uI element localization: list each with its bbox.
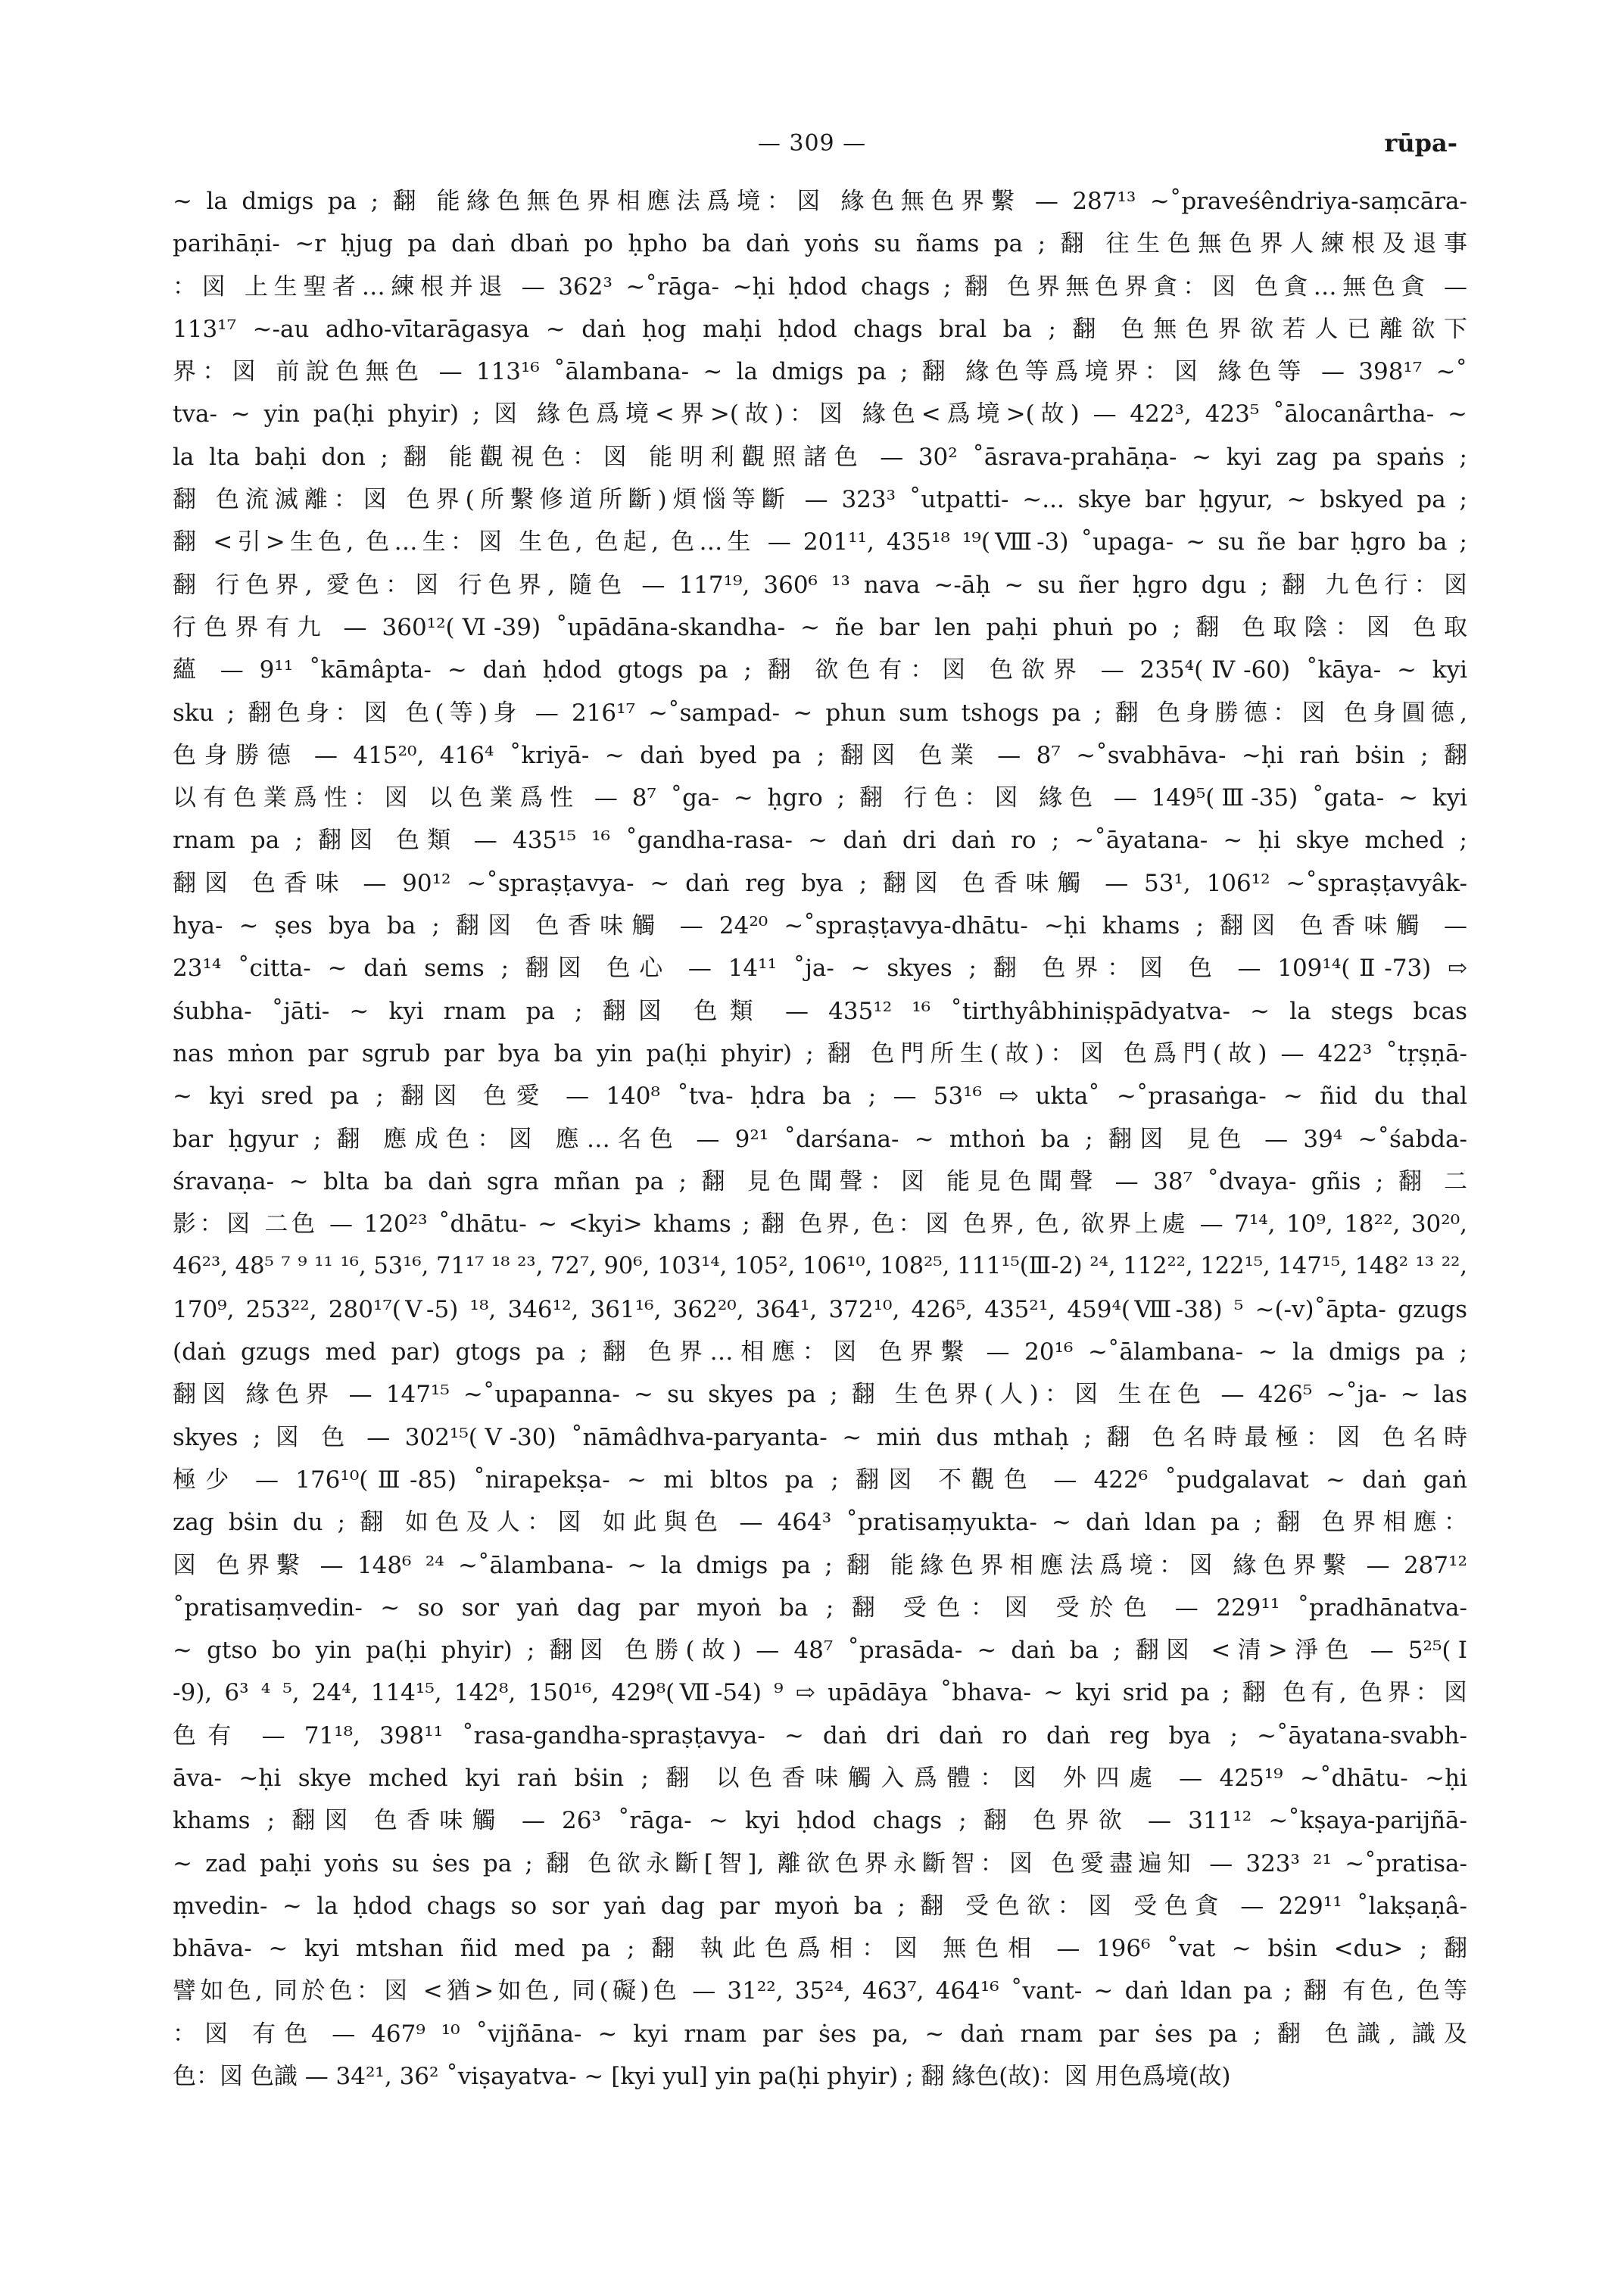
text-line: hya- ~ ṣes bya ba ; 翻図 色香味觸 — 24²⁰ ~˚spraṣṭavya-dhātu- ~ḥi khams ; 翻図 色香味觸 — xyxy=(173,912,1467,940)
text-line: 極少 — 176¹⁰(Ⅲ-85) ˚nirapekṣa- ~ mi bltos pa ; 翻図 不觀色 — 422⁶ ˚pudgalavat ~ daṅ gaṅ xyxy=(173,1466,1467,1494)
text-line: 翻図 緣色界 — 147¹⁵ ~˚upapanna- ~ su skyes pa ; 翻 生色界(人)：図 生在色 — 426⁵ ~˚ja- ~ las xyxy=(173,1381,1467,1409)
text-line: zag bṡin du ; 翻 如色及人：図 如此與色 — 464³ ˚pratisaṃyukta- ~ daṅ ldan pa ; 翻 色界相應： xyxy=(173,1509,1467,1537)
text-line: 翻 色流滅離：図 色界(所繫修道所斷)煩惱等斷 — 323³ ˚utpatti- ~... skye bar ḥgyur, ~ bskyed pa ; xyxy=(173,486,1467,514)
text-line: 170⁹, 253²², 280¹⁷(Ⅴ-5) ¹⁸, 346¹², 361¹⁶, 362²⁰, 364¹, 372¹⁰, 426⁵, 435²¹, 459⁴(Ⅷ-38) ⁵ ~(-v)˚āpta- gzugs xyxy=(173,1295,1467,1323)
text-line: ~ gtso bo yin pa(ḥi phyir) ; 翻図 色勝(故) — 48⁷ ˚prasāda- ~ daṅ ba ; 翻図 <清>淨色 — 5²⁵(Ⅰ xyxy=(173,1637,1467,1665)
text-line: ~ la dmigs pa ; 翻 能緣色無色界相應法爲境：図 緣色無色界繫 — 287¹³ ~˚praveśêndriya-saṃcāra- xyxy=(173,188,1467,215)
text-line: rnam pa ; 翻図 色類 — 435¹⁵ ¹⁶ ˚gandha-rasa- ~ daṅ dri daṅ ro ; ~˚āyatana- ~ ḥi skye mched ; xyxy=(173,827,1467,855)
text-line: 23¹⁴ ˚citta- ~ daṅ sems ; 翻図 色心 — 14¹¹ ˚ja- ~ skyes ; 翻 色界：図 色 — 109¹⁴(Ⅱ-73) ⇨ xyxy=(173,955,1467,983)
text-line: 113¹⁷ ~-au adho-vītarāgasya ~ daṅ ḥog maḥi ḥdod chags bral ba ; 翻 色無色界欲若人已離欲下 xyxy=(173,315,1467,343)
text-line: tva- ~ yin pa(ḥi phyir) ; 図 緣色爲境<界>(故)：図 緣色<爲境>(故) — 422³, 423⁵ ˚ālocanârtha- ~ xyxy=(173,400,1467,428)
text-line: la lta baḥi don ; 翻 能觀視色：図 能明利觀照諸色 — 30² ˚āsrava-prahāṇa- ~ kyi zag pa spaṅs ; xyxy=(173,443,1467,471)
text-line: 図 色界繫 — 148⁶ ²⁴ ~˚ālambana- ~ la dmigs pa ; 翻 能緣色界相應法爲境：図 緣色界繫 — 287¹² xyxy=(173,1551,1467,1579)
text-line: 色：図 色識 — 34²¹, 36² ˚viṣayatva- ~ [kyi yul] yin pa(ḥi phyir) ; 翻 緣色(故)：図 用色爲境(故) xyxy=(173,2063,1231,2091)
text-line: 翻 行色界, 愛色：図 行色界, 隨色 — 117¹⁹, 360⁶ ¹³ nava ~-āḥ ~ su ñer ḥgro dgu ; 翻 九色行：図 xyxy=(173,571,1467,599)
text-line: sku ; 翻色身：図 色(等)身 — 216¹⁷ ~˚sampad- ~ phun sum tshogs pa ; 翻 色身勝德：図 色身圓德, xyxy=(173,699,1467,727)
text-line: 色身勝德 — 415²⁰, 416⁴ ˚kriyā- ~ daṅ byed pa ; 翻図 色業 — 8⁷ ~˚svabhāva- ~ḥi raṅ bṡin ; 翻 xyxy=(173,741,1467,769)
page-number: — 309 — xyxy=(757,130,867,157)
text-line: śubha- ˚jāti- ~ kyi rnam pa ; 翻図 色類 — 435¹² ¹⁶ ˚tirthyâbhiniṣpādyatva- ~ la stegs bcas xyxy=(173,997,1467,1025)
running-head: rūpa- xyxy=(1384,129,1457,157)
text-line: 譬如色, 同於色：図 <猶>如色, 同(礙)色 — 31²², 35²⁴, 463⁷, 464¹⁶ ˚vant- ~ daṅ ldan pa ; 翻 有色, 色等 xyxy=(173,1977,1467,2005)
text-line: 翻 <引>生色, 色…生：図 生色, 色起, 色…生 — 201¹¹, 435¹⁸ ¹⁹(Ⅷ-3) ˚upaga- ~ su ñe bar ḥgro ba ; xyxy=(173,528,1467,556)
text-line: 翻図 色香味 — 90¹² ~˚spraṣṭavya- ~ daṅ reg bya ; 翻図 色香味觸 — 53¹, 106¹² ~˚spraṣṭavyâk- xyxy=(173,869,1467,897)
text-line: bhāva- ~ kyi mtshan ñid med pa ; 翻 執此色爲相：図 無色相 — 196⁶ ˚vat ~ bṡin <du> ; 翻 xyxy=(173,1935,1467,1963)
text-line: nas mṅon par sgrub par bya ba yin pa(ḥi phyir) ; 翻 色門所生(故)：図 色爲門(故) — 422³ ˚tṛṣṇā- xyxy=(173,1039,1467,1067)
text-line: ṃvedin- ~ la ḥdod chags so sor yaṅ dag par myoṅ ba ; 翻 受色欲：図 受色貪 — 229¹¹ ˚lakṣaṇâ- xyxy=(173,1892,1467,1920)
text-line: 影：図 二色 — 120²³ ˚dhātu- ~ <kyi> khams ; 翻 色界, 色：図 色界, 色, 欲界上處 — 7¹⁴, 10⁹, 18²², 30²⁰, xyxy=(173,1210,1467,1238)
text-line: 以有色業爲性：図 以色業爲性 — 8⁷ ˚ga- ~ ḥgro ; 翻 行色：図 緣色 — 149⁵(Ⅲ-35) ˚gata- ~ kyi xyxy=(173,784,1467,812)
text-line: (daṅ gzugs med par) gtogs pa ; 翻 色界…相應：図 色界繫 — 20¹⁶ ~˚ālambana- ~ la dmigs pa ; xyxy=(173,1338,1467,1366)
text-line: -9), 6³ ⁴ ⁵, 24⁴, 114¹⁵, 142⁸, 150¹⁶, 429⁸(Ⅶ-54) ⁹ ⇨ upādāya ˚bhava- ~ kyi srid pa ; 翻 色有, 色界：図 xyxy=(173,1679,1467,1707)
text-line: bar ḥgyur ; 翻 應成色：図 應…名色 — 9²¹ ˚darśana- ~ mthoṅ ba ; 翻図 見色 — 39⁴ ~˚śabda- xyxy=(173,1125,1467,1153)
dictionary-entry-text xyxy=(173,180,1467,2270)
text-line: 46²³, 48⁵ ⁷ ⁹ ¹¹ ¹⁶, 53¹⁶, 71¹⁷ ¹⁸ ²³, 72⁷, 90⁶, 103¹⁴, 105², 106¹⁰, 108²⁵, 111¹⁵(Ⅲ-2) ²⁴, 112²², 122¹⁵, 147¹⁵, 148² ¹³ ²², xyxy=(173,1253,1467,1280)
text-line: ˚pratisaṃvedin- ~ so sor yaṅ dag par myoṅ ba ; 翻 受色：図 受於色 — 229¹¹ ˚pradhānatva- xyxy=(173,1594,1467,1622)
text-line: śravaṇa- ~ blta ba daṅ sgra mñan pa ; 翻 見色聞聲：図 能見色聞聲 — 38⁷ ˚dvaya- gñis ; 翻 二 xyxy=(173,1167,1467,1195)
text-line: ~ kyi sred pa ; 翻図 色愛 — 140⁸ ˚tva- ḥdra ba ; — 53¹⁶ ⇨ ukta˚ ~˚prasaṅga- ~ ñid du thal xyxy=(173,1083,1467,1111)
text-line: āva- ~ḥi skye mched kyi raṅ bṡin ; 翻 以色香味觸入爲體：図 外四處 — 425¹⁹ ~˚dhātu- ~ḥi xyxy=(173,1764,1467,1792)
text-line: khams ; 翻図 色香味觸 — 26³ ˚rāga- ~ kyi ḥdod chags ; 翻 色界欲 — 311¹² ~˚kṣaya-parijñā- xyxy=(173,1807,1467,1835)
text-line: skyes ; 図 色 — 302¹⁵(Ⅴ-30) ˚nāmâdhva-paryanta- ~ miṅ dus mthaḥ ; 翻 色名時最極：図 色名時 xyxy=(173,1423,1467,1451)
text-line: 行色界有九 — 360¹²(Ⅵ-39) ˚upādāna-skandha- ~ ñe bar len paḥi phuṅ po ; 翻 色取陰：図 色取 xyxy=(173,613,1467,641)
text-line: 色有 — 71¹⁸, 398¹¹ ˚rasa-gandha-spraṣṭavya- ~ daṅ dri daṅ ro daṅ reg bya ; ~˚āyatana-svabh- xyxy=(173,1721,1467,1749)
text-line: parihāṇi- ~r ḥjug pa daṅ dbaṅ po ḥpho ba daṅ yoṅs su ñams pa ; 翻 往生色無色界人練根及退事 xyxy=(173,230,1467,258)
text-line: ~ zad paḥi yoṅs su ṡes pa ; 翻 色欲永斷[智], 離欲色界永斷智：図 色愛盡遍知 — 323³ ²¹ ~˚pratisa- xyxy=(173,1849,1467,1877)
text-line: 界：図 前說色無色 — 113¹⁶ ˚ālambana- ~ la dmigs pa ; 翻 緣色等爲境界：図 緣色等 — 398¹⁷ ~˚ xyxy=(173,358,1467,386)
text-line: ：図 上生聖者…練根并退 — 362³ ~˚rāga- ~ḥi ḥdod chags ; 翻 色界無色界貪：図 色貪…無色貪 — xyxy=(173,273,1467,301)
text-line: ：図 有色 — 467⁹ ¹⁰ ˚vijñāna- ~ kyi rnam par ṡes pa, ~ daṅ rnam par ṡes pa ; 翻 色識, 識及 xyxy=(173,2020,1467,2048)
text-line: 蘊 — 9¹¹ ˚kāmâpta- ~ daṅ ḥdod gtogs pa ; 翻 欲色有：図 色欲界 — 235⁴(Ⅳ-60) ˚kāya- ~ kyi xyxy=(173,656,1467,684)
